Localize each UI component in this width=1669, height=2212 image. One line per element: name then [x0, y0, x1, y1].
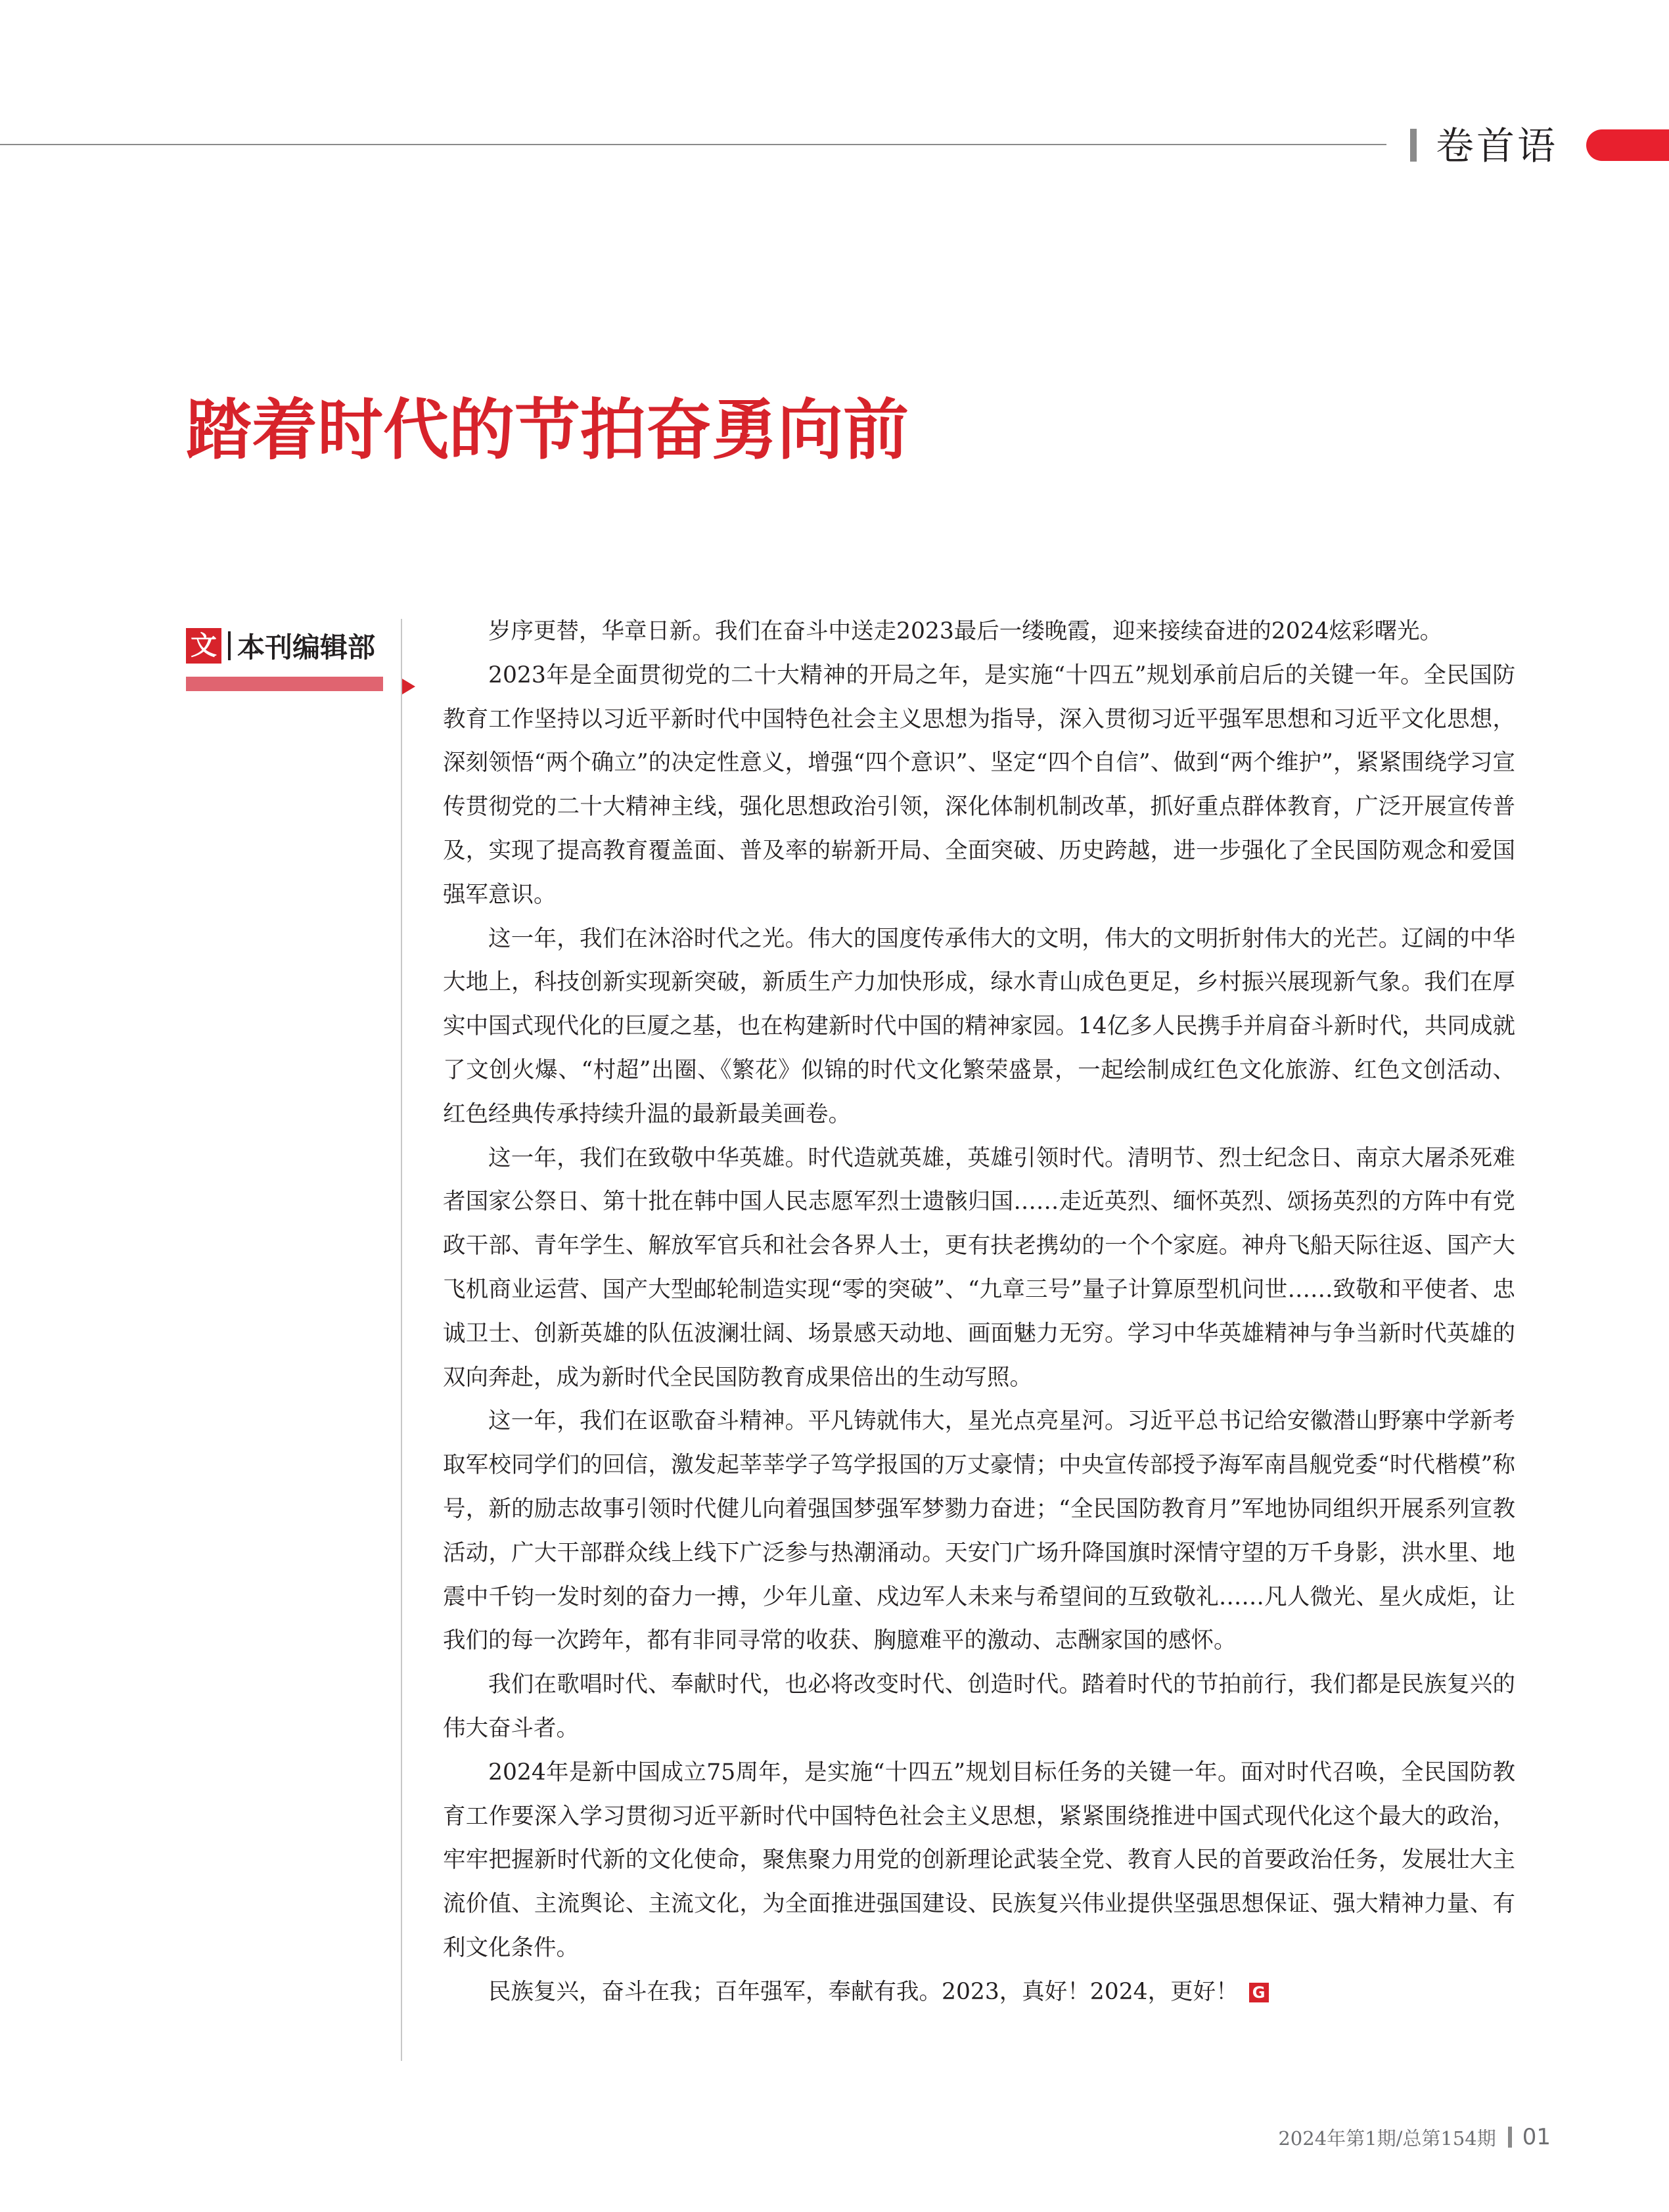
issue-info: 2024年第1期/总第154期: [1278, 2127, 1496, 2150]
header-rule: [0, 144, 1386, 145]
article-body: [443, 610, 1515, 2014]
byline: [186, 624, 375, 667]
column-divider: [401, 619, 402, 2061]
paragraph-final: [443, 1970, 1515, 2014]
byline-underline: [186, 677, 383, 691]
divider-arrow-icon: [402, 679, 415, 694]
page-footer: [1248, 2121, 1551, 2154]
footer-separator: [1508, 2127, 1512, 2148]
paragraph: 2024年是新中国成立75周年，是实施“十四五”规划目标任务的关键一年。面对时代召唤，全民国防教育工作要深入学习贯彻习近平新时代中国特色社会主义思想，紧紧围绕推进中国式现代化这个最大的政治，牢牢把握新时代新的文化使命，聚焦聚力用党的创新理论武装全党、教育人民的首要政治任务，发展壮大主流价值、主流舆论、主流文化，为全面推进强国建设、民族复兴伟业提供坚强思想保证、强大精神力量、有利文化条件。: [443, 1759, 1515, 1961]
paragraph: 我们在歌唱时代、奉献时代，也必将改变时代、创造时代。踏着时代的节拍前行，我们都是民族复兴的伟大奋斗者。: [443, 1671, 1515, 1742]
section-label: 卷首语: [1436, 124, 1559, 168]
article-title: 踏着时代的节拍奋勇向前: [186, 392, 909, 468]
page-number: 01: [1522, 2124, 1551, 2150]
paragraph: 2023年是全面贯彻党的二十大精神的开局之年，是实施“十四五”规划承前启后的关键一年。全民国防教育工作坚持以习近平新时代中国特色社会主义思想为指导，深入贯彻习近平强军思想和习近平文化思想，深刻领悟“两个确立”的决定性意义，增强“四个意识”、坚定“四个自信”、做到“两个维护”，紧紧围绕学习宣传贯彻党的二十大精神主线，强化思想政治引领，深化体制机制改革，抓好重点群体教育，广泛开展宣传普及，实现了提高教育覆盖面、普及率的崭新开局、全面突破、历史跨越，进一步强化了全民国防观念和爱国强军意识。: [443, 662, 1515, 908]
paragraph: 这一年，我们在讴歌奋斗精神。平凡铸就伟大，星光点亮星河。习近平总书记给安徽潜山野寨中学新考取军校同学们的回信，激发起莘莘学子笃学报国的万丈豪情；中央宣传部授予海军南昌舰党委“时代楷模”称号，新的励志故事引领时代健儿向着强国梦强军梦勠力奋进；“全民国防教育月”军地协同组织开展系列宣教活动，广大干部群众线上线下广泛参与热潮涌动。天安门广场升降国旗时深情守望的万千身影，洪水里、地震中千钧一发时刻的奋力一搏，少年儿童、戍边军人未来与希望间的互致敬礼……凡人微光、星火成炬，让我们的每一次跨年，都有非同寻常的收获、胸臆难平的激动、志酬家国的感怀。: [443, 1408, 1515, 1654]
end-mark-icon: G: [1249, 1983, 1269, 2002]
paragraph: 这一年，我们在致敬中华英雄。时代造就英雄，英雄引领时代。清明节、烈士纪念日、南京大屠杀死难者国家公祭日、第十批在韩中国人民志愿军烈士遗骸归国……走近英烈、缅怀英烈、颂扬英烈的方阵中有党政干部、青年学生、解放军官兵和社会各界人士，更有扶老携幼的一个个家庭。神舟飞船天际往返、国产大飞机商业运营、国产大型邮轮制造实现“零的突破”、“九章三号”量子计算原型机问世……致敬和平使者、忠诚卫士、创新英雄的队伍波澜壮阔、场景感天动地、画面魅力无穷。学习中华英雄精神与争当新时代英雄的双向奔赴，成为新时代全民国防教育成果倍出的生动写照。: [443, 1144, 1515, 1391]
section-tab-marker: [1586, 129, 1669, 161]
byline-separator: [228, 631, 231, 660]
closing-line: 民族复兴，奋斗在我；百年强军，奉献有我。2023，真好！2024，更好！: [488, 1978, 1239, 2005]
header-divider-bar: [1410, 129, 1417, 162]
byline-tag: 文: [186, 628, 221, 664]
paragraph: 这一年，我们在沐浴时代之光。伟大的国度传承伟大的文明，伟大的文明折射伟大的光芒。辽阔的中华大地上，科技创新实现新突破，新质生产力加快形成，绿水青山成色更足，乡村振兴展现新气象。我们在厚实中国式现代化的巨厦之基，也在构建新时代中国的精神家园。14亿多人民携手并肩奋斗新时代，共同成就了文创火爆、“村超”出圈、《繁花》似锦的时代文化繁荣盛景，一起绘制成红色文化旅游、红色文创活动、红色经典传承持续升温的最新最美画卷。: [443, 925, 1515, 1127]
paragraph: 岁序更替，华章日新。我们在奋斗中送走2023最后一缕晚霞，迎来接续奋进的2024炫彩曙光。: [488, 618, 1443, 644]
byline-author: 本刊编辑部: [237, 631, 376, 664]
